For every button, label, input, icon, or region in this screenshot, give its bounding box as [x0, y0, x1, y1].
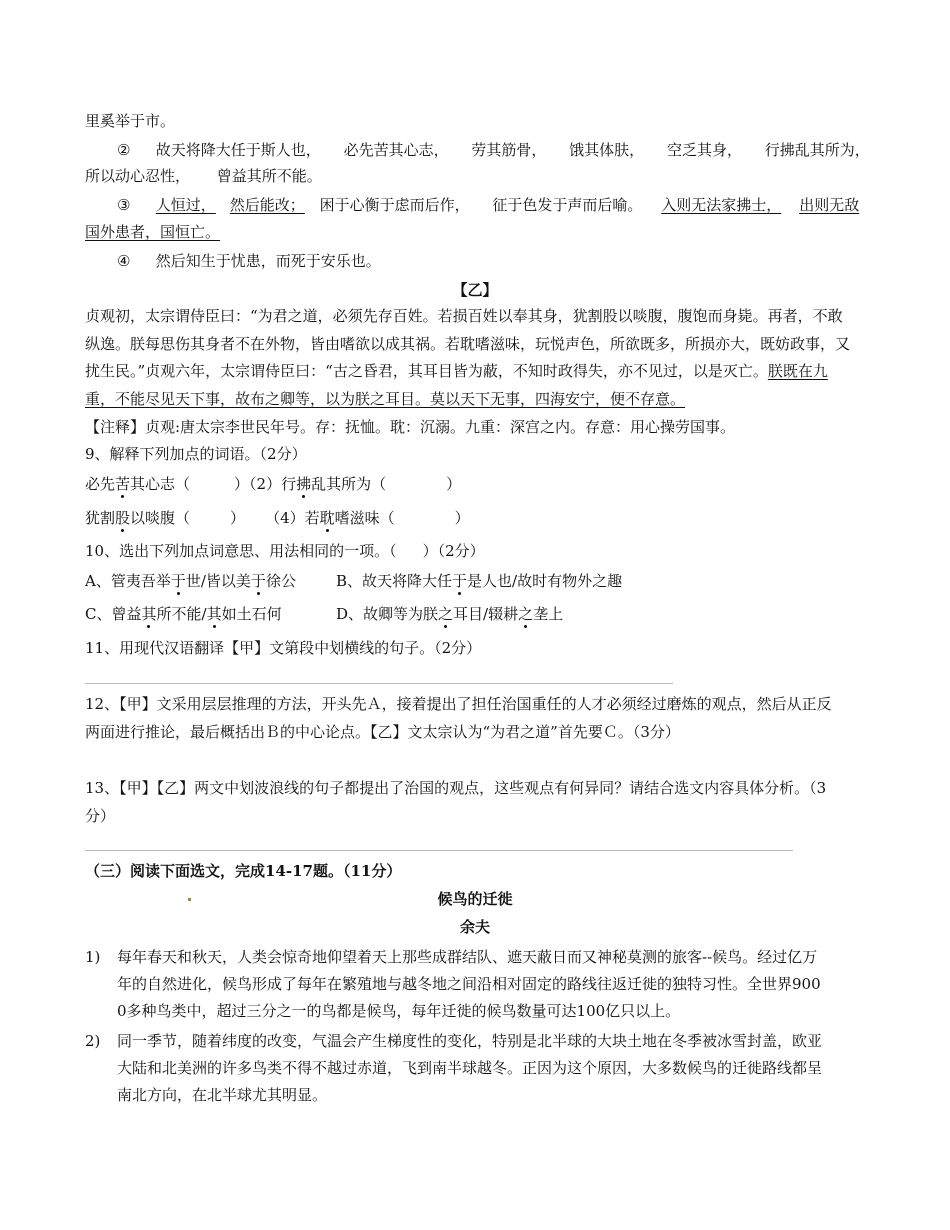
q9-title: 9、解释下列加点的词语。（2分）: [85, 445, 307, 463]
q13-line-2: 分）: [85, 807, 116, 825]
q10-text: ）（2分）: [422, 542, 485, 560]
s2-part: 故天将降大任于斯人也，: [155, 141, 321, 159]
jia-sentence-4: [117, 250, 381, 272]
q9-text: （4）若: [265, 509, 320, 527]
dotted-char: 苦: [115, 475, 131, 493]
dotted-char: 之: [518, 605, 534, 623]
jia-sentence-2: [117, 139, 870, 161]
q9-text: 乱其所为（: [311, 475, 387, 493]
jia-sentence-3b: [85, 221, 220, 243]
paragraph-line: 0多种鸟类中，超过三分之一的鸟都是候鸟，每年迁徙的候鸟数量可达100亿只以上。: [117, 1002, 681, 1020]
dotted-char: 其: [141, 605, 157, 623]
dotted-char: 拂: [296, 475, 312, 493]
s4-text: 然后知生于忧患，而死于安乐也。: [155, 252, 381, 270]
section-3-heading: （三）阅读下面选文，完成14-17题。（11分）: [85, 862, 402, 880]
q9-text: 嗜滋味（: [334, 509, 395, 527]
q12-line-2: 两面进行推论，最后概括出Ｂ的中心论点。【乙】文太宗认为“为君之道”首先要Ｃ。（3分）: [85, 723, 680, 741]
yi-note: 【注释】贞观:唐太宗李世民年号。存：抚恤。耽：沉溺。九重：深宫之内。存意：用心操劳国事。: [85, 418, 736, 436]
dotted-char: 于: [250, 572, 266, 590]
q10-option-d[interactable]: [336, 605, 563, 623]
paragraph-line: 南北方向，在北半球尤其明显。: [117, 1086, 328, 1104]
opt-text: 世/皆以美: [185, 572, 251, 590]
dotted-char: 耽: [319, 509, 335, 527]
s3-part: 困于心衡于虑而后作，: [319, 196, 470, 214]
s2-part: 必先苦其心志，: [343, 141, 449, 159]
q9-text: ）: [454, 509, 470, 527]
answer-line[interactable]: [85, 850, 793, 851]
q9-text: ）: [230, 509, 246, 527]
yi-title: 【乙】: [452, 281, 498, 299]
jia-line-1: 里奚举于市。: [85, 112, 176, 130]
yi-line-4: [85, 388, 685, 410]
dotted-char: 于: [170, 572, 186, 590]
paragraph-line: 大陆和北美洲的许多鸟类不得不越过赤道，飞到南半球越冬。正因为这个原因，大多数候鸟的迁徙路线都呈: [117, 1059, 823, 1077]
yi-line-3a: 扰生民。”贞观六年，太宗谓侍臣曰：“古之昏君，其耳目皆为蔽，不知时政得失，亦不见过，以是灭亡。: [85, 362, 768, 380]
underlined-phrase: 重，不能尽见天下事，故布之卿等，以为朕之耳目。莫以天下无事，四海安宁，便不存意。: [85, 390, 686, 408]
opt-text: A、管夷吾举: [85, 572, 171, 590]
q9-text: 以啖腹（: [130, 509, 191, 527]
s2-part: 空乏其身，: [666, 141, 742, 159]
opt-text: 垄上: [533, 605, 564, 623]
yi-line-3: [85, 360, 828, 382]
article-paragraph-2: [85, 1028, 875, 1109]
q12-line-1: 12、【甲】文采用层层推理的方法，开头先Ａ，接着提出了担任治国重任的人才必须经过磨炼的观点，然后从正反: [85, 695, 832, 713]
s2-part: 饿其体肤，: [569, 141, 645, 159]
q10-text: 10、选出下列加点词意思、用法相同的一项。（: [85, 542, 397, 560]
q9-text: 其心志（: [130, 475, 191, 493]
s2-part: 行拂乱其所为，: [764, 141, 870, 159]
underlined-phrase: 人恒过，: [155, 196, 216, 214]
article-paragraph-1: [85, 944, 875, 1025]
dotted-char: 股: [115, 509, 131, 527]
paragraph-number: 2): [85, 1032, 101, 1050]
article-title: 候鸟的迁徙: [437, 890, 513, 908]
q10-title: [85, 540, 485, 562]
paragraph-line: 每年春天和秋天，人类会惊奇地仰望着天上那些成群结队、遮天蔽日而又神秘莫测的旅客--候鸟。经过亿万: [117, 948, 818, 966]
q11-title: 11、用现代汉语翻译【甲】文第段中划横线的句子。（2分）: [85, 639, 482, 657]
q10-option-b[interactable]: [336, 572, 622, 590]
dotted-char: 于: [452, 572, 468, 590]
underlined-phrase: 入则无法家拂士，: [661, 196, 782, 214]
paragraph-line: 同一季节，随着纬度的改变，气温会产生梯度性的变化，特别是北半球的大块土地在冬季被冰雪封盖，欧亚: [117, 1032, 823, 1050]
article-author: 余夫: [459, 918, 490, 936]
underlined-phrase: 然后能改；: [229, 196, 305, 214]
opt-text: 是人也/故时有物外之趣: [467, 572, 623, 590]
q9-row-1: [85, 473, 461, 495]
s2b-part: 曾益其所不能。: [216, 167, 322, 185]
q13-line-1: 13、【甲】【乙】两文中划波浪线的句子都提出了治国的观点，这些观点有何异同？请结合选文内容具体分析。（3: [85, 779, 827, 797]
q9-text: 必先: [85, 475, 116, 493]
opt-text: 所不能/: [156, 605, 207, 623]
opt-text: D、故卿等为朕: [336, 605, 439, 623]
answer-line[interactable]: [85, 683, 673, 684]
q9-row-2: [85, 507, 470, 529]
q10-options-cd: [85, 603, 563, 625]
q9-text: ）: [446, 475, 462, 493]
opt-text: 耳目/辍耕: [453, 605, 519, 623]
yi-line-2: 纵逸。朕每思伤其身者不在外物，皆由嗜欲以成其祸。若耽嗜滋味，玩悦声色，所欲既多，所损亦大，既妨政事，又: [85, 335, 851, 353]
q9-text: ）（2）行: [234, 475, 297, 493]
opt-text: 如土石何: [221, 605, 282, 623]
paragraph-number: 1): [85, 948, 101, 966]
opt-text: B、故天将降大任: [336, 572, 453, 590]
marker-2: ②: [117, 141, 131, 159]
opt-text: 徐公: [265, 572, 296, 590]
q10-option-c[interactable]: [85, 603, 336, 625]
s2b-part: 所以动心忍性，: [85, 167, 191, 185]
marker-3: ③: [117, 196, 131, 214]
s3-part: 征于色发于声而后喻。: [492, 196, 643, 214]
dotted-char: 之: [438, 605, 454, 623]
q9-text: 犹割: [85, 509, 116, 527]
yi-line-1: 贞观初，太宗谓侍臣曰：“为君之道，必须先存百姓。若损百姓以奉其身，犹割股以啖腹，腹饱而身毙。再者，不敢: [85, 307, 843, 325]
underlined-phrase: 出则无敌: [799, 196, 860, 214]
underlined-phrase: 朕既在九: [767, 362, 828, 380]
opt-text: C、曾益: [85, 605, 142, 623]
q10-option-a[interactable]: [85, 570, 336, 592]
q10-options-ab: [85, 570, 622, 592]
paragraph-line: 年的自然进化，候鸟形成了每年在繁殖地与越冬地之间沿相对固定的路线往返迁徙的独特习性。全世界900: [117, 975, 821, 993]
underlined-phrase: 国外患者，国恒亡。: [85, 223, 221, 241]
s2-part: 劳其筋骨，: [471, 141, 547, 159]
marker-4: ④: [117, 252, 131, 270]
jia-sentence-3: [117, 194, 859, 216]
jia-sentence-2b: [85, 165, 322, 187]
dotted-char: 其: [206, 605, 222, 623]
